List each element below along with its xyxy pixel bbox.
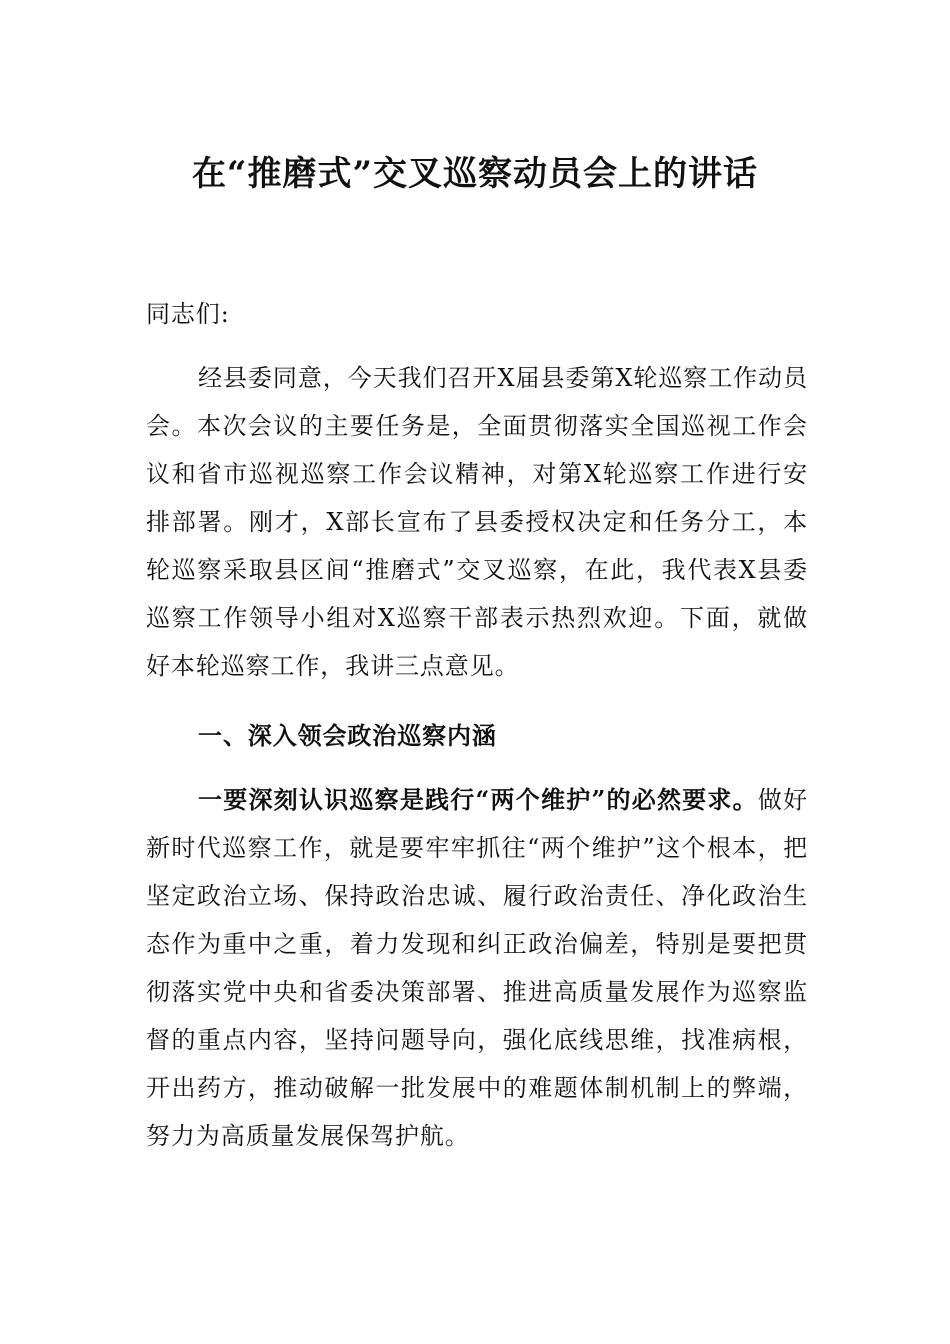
- section-heading-1: 一、深入领会政治巡察内涵: [198, 721, 497, 750]
- paragraph-body: 做好新时代巡察工作，就是要牢牢抓往“两个维护”这个根本，把坚定政治立场、保持政治忠诚、履行政治责任、净化政治生态作为重中之重，着力发现和纠正政治偏差，特别是要把贯彻落实党中央和省委决策部署、推进高质量发展作为巡察监督的重点内容，坚持问题导向，强化底线思维，找准病根，开出药方，推动破解一批发展中的难题体制机制上的弊端，努力为高质量发展保驾护航。: [146, 786, 808, 1150]
- greeting: 同志们:: [146, 300, 230, 328]
- paragraph-section-1-point-1: [146, 776, 808, 1160]
- paragraph-intro: 经县委同意，今天我们召开X届县委第X轮巡察工作动员会。本次会议的主要任务是，全面贯彻落实全国巡视工作会议和省市巡视巡察工作会议精神，对第X轮巡察工作进行安排部署。刚才，X部长宣布了县委授权决定和任务分工，本轮巡察采取县区间“推磨式”交叉巡察，在此，我代表X县委巡察工作领导小组对X巡察干部表示热烈欢迎。下面，就做好本轮巡察工作，我讲三点意见。: [146, 364, 808, 680]
- document-title: 在“推磨式”交叉巡察动员会上的讲话: [191, 154, 759, 194]
- paragraph-lead-sentence: 一要深刻认识巡察是践行“两个维护”的必然要求。: [198, 785, 758, 814]
